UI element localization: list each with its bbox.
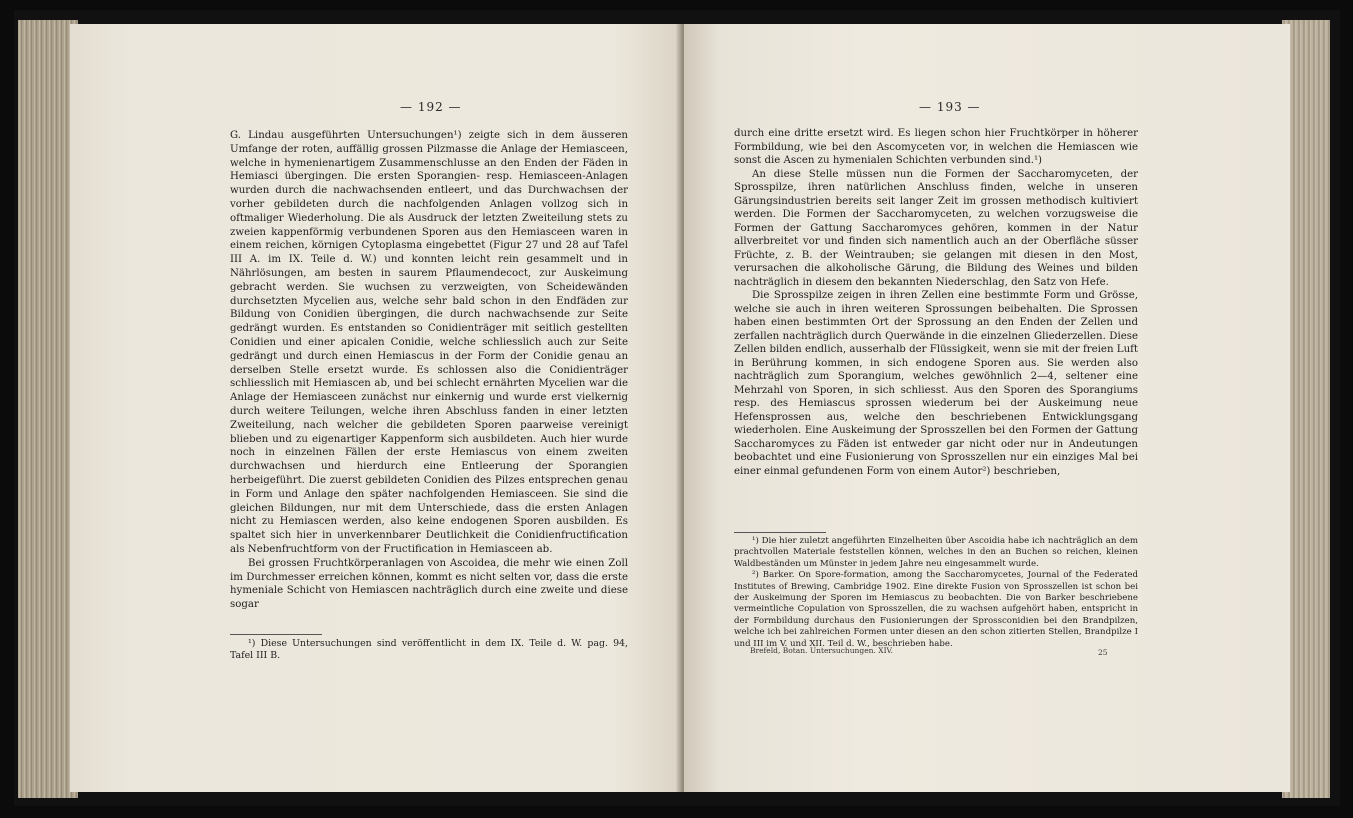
left-page-number: — 192 —	[400, 100, 462, 114]
right-paragraph-2: An diese Stelle müssen nun die Formen der Saccharomyceten, der Sprosspilze, ihren natürlichen Anschluss finden, welche in unseren Gärungsindustrien bereits seit langer Zeit im grossen methodisch kultiviert werden. Die Formen der Saccharomyceten, zu welchen vorzugsweise die Formen der Gattung Saccharomyces gehören, kommen in der Natur allverbreitet vor und finden sich namentlich auch an der Oberfläche süsser Früchte, z. B. der Weintrauben; sie gelangen mit diesen in den Most, verursachen die alkoholische Gärung, die Bildung des Weines und bilden nachträglich in diesem den bekannten Niederschlag, den Satz von Hefe.	[734, 168, 1138, 288]
right-footnote-1: ¹) Die hier zuletzt angeführten Einzelheiten über Ascoidia habe ich nachträglich an dem prachtvollen Materiale feststellen können, welches in den an Buchen so reichen, kleinen Waldbeständen um Münster in jedem Jahre neu eingesammelt wurde.	[734, 536, 1138, 569]
left-paragraph-1: G. Lindau ausgeführten Untersuchungen¹) zeigte sich in dem äusseren Umfange der roten, auffällig grossen Pilzmasse die Anlage der Hemiasceen, welche in hymenienartigem Zusammenschlusse an den Enden der Fäden in Hemiasci übergingen. Die ersten Sporangien- resp. Hemiasceen-Anlagen wurden durch die nachwachsenden entleert, und das Durchwachsen der vorher gebildeten durch die nachfolgenden Anlagen vollzog sich in oftmaliger Wiederholung. Die als Ausdruck der letzten Zweiteilung stets zu zweien kappenförmig verbundenen Sporen aus den Hemiasceen waren in einem reichen, körnigen Cytoplasma eingebettet (Figur 27 und 28 auf Tafel III A. im IX. Teile d. W.) und konnten leicht rein gesammelt und in Nährlösungen, am besten in saurem Pflaumendecoct, zur Auskeimung gebracht werden. Sie wuchsen zu verzweigten, von Scheidewänden durchsetzten Mycelien aus, welche sehr bald schon in den Endfäden zur Bildung von Conidien übergingen, die durch nachwachsende zur Seite gedrängt wurden. Es entstanden so Conidienträger mit seitlich gestellten Conidien und einer apicalen Conidie, welche schliesslich auch zur Seite gedrängt und durch einen Hemiascus in der Form der Conidie genau an derselben Stelle ersetzt wurde. Es schlossen also die Conidienträger schliesslich mit Hemiascen ab, und bei schlecht ernährten Mycelien war die Anlage der Hemiasceen zunächst nur einkernig und wurde erst vielkernig durch weitere Teilungen, welche ihren Abschluss fanden in einer letzten Zweiteilung, nach welcher die gebildeten Sporen paarweise vereinigt blieben und zu eigenartiger Kappenform sich ausbildeten. Auch hier wurde noch in einzelnen Fällen der erste Hemiascus von einem zweiten durchwachsen und hierdurch eine Entleerung der Sporangien herbeigeführt. Die zuerst gebildeten Conidien des Pilzes entsprechen genau in Form und Anlage den später nachfolgenden Hemiasceen. Sie sind die gleichen Bildungen, nur mit dem Unterschiede, dass die ersten Anlagen nicht zu Hemiascen werden, also keine endogenen Sporen ausbilden. Es spaltet sich hier in unverkennbarer Deutlichkeit die Conidienfructification als Nebenfruchtform von der Fructification in Hemiasceen ab.	[230, 130, 628, 555]
right-footnote-2: ²) Barker. On Spore-formation, among the Saccharomycetes, Journal of the Federated Institutes of Brewing, Cambridge 1902. Eine direkte Fusion von Sprosszellen ist schon bei der Auskeimung der Sporen im Hemiascus zu beobachten. Die von Barker beschriebene vermeintliche Copulation von Sprosszellen, die zu wachsen aufgehört haben, entspricht in der Formbildung durchaus den Fusionierungen der Sprossconidien bei den Brandpilzen, welche ich bei zahlreichen Formen unter diesen an den schon zitierten Stellen, Brandpilze I und III im V. und XII. Teil d. W., beschrieben habe.	[734, 570, 1138, 649]
left-footnote	[230, 638, 628, 663]
right-footnote-rule	[734, 532, 826, 533]
signature-mark: 25	[1098, 648, 1108, 657]
page-signature: Brefeld, Botan. Untersuchungen. XIV.	[750, 646, 894, 655]
left-body-text	[230, 129, 628, 612]
right-body-text	[734, 127, 1138, 478]
right-page	[684, 24, 1290, 792]
left-paragraph-2: Bei grossen Fruchtkörperanlagen von Ascoidea, die mehr wie einen Zoll im Durchmesser erreichen können, kommt es nicht selten vor, dass die erste hymeniale Schicht von Hemiascen nachträglich durch eine zweite und diese sogar	[230, 557, 628, 611]
left-page	[70, 24, 686, 792]
left-page-stack-edge	[18, 20, 78, 798]
left-footnote-text: ¹) Diese Untersuchungen sind veröffentlicht in dem IX. Teile d. W. pag. 94, Tafel III B.	[230, 638, 628, 662]
left-footnote-rule	[230, 634, 322, 635]
right-paragraph-3: Die Sprosspilze zeigen in ihren Zellen eine bestimmte Form und Grösse, welche sie auch in ihren weiteren Sprossungen beibehalten. Die Sprossen haben einen bestimmten Ort der Sprossung an den Enden der Zellen und zerfallen nachträglich durch Querwände in die einzelnen Gliederzellen. Diese Zellen bilden endlich, ausserhalb der Flüssigkeit, wenn sie mit der freien Luft in Berührung kommen, in sich endogene Sporen aus. Sie werden also nachträglich zum Sporangium, welches gewöhnlich 2—4, seltener eine Mehrzahl von Sporen, in sich schliesst. Aus den Sporen des Sporangiums resp. des Hemiascus sprossen wiederum bei der Auskeimung neue Hefensprossen aus, welche den beschriebenen Entwicklungsgang wiederholen. Eine Auskeimung der Sprosszellen bei den Formen der Gattung Saccharomyces zu Fäden ist entweder gar nicht oder nur in Andeutungen beobachtet und eine Fusionierung von Sprosszellen nur ein einziges Mal bei einer einmal gefundenen Form von einem Autor²) beschrieben,	[734, 290, 1138, 477]
right-footnotes	[734, 536, 1138, 650]
right-paragraph-1: durch eine dritte ersetzt wird. Es liegen schon hier Fruchtkörper in höherer Formbildung, wie bei den Ascomyceten vor, in welchen die Hemiascen wie sonst die Ascen zu hymenialen Schichten verbunden sind.¹)	[734, 128, 1138, 166]
right-page-number: — 193 —	[919, 100, 981, 114]
